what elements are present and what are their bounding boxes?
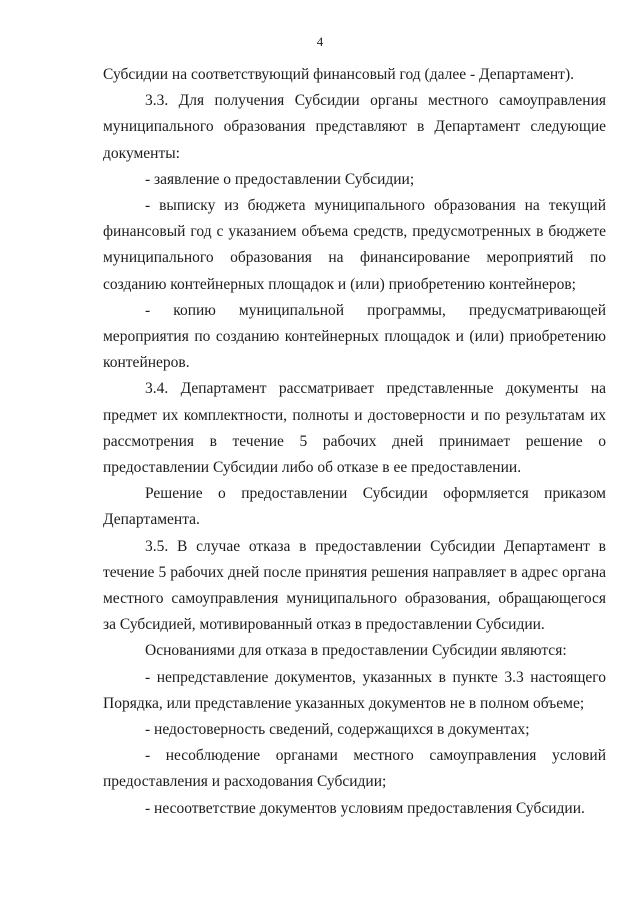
paragraph-subsidy-year: Субсидии на соответствующий финансовый год (далее - Департамент).	[103, 66, 574, 83]
list-item-mismatch: - несоответствие документов условиям предоставления Субсидии.	[145, 799, 585, 817]
list-item-unreliable-info: - недостоверность сведений, содержащихся в документах;	[145, 721, 530, 739]
paragraph-refusal-grounds: Основаниями для отказа в предоставлении Субсидии являются:	[145, 642, 567, 660]
paragraph-3-5: 3.5. В случае отказа в предоставлении Субсидии Департамент в течение 5 рабочих дней после принятия решения направляет в адрес органа местного самоуправления муниципального образования, обращающегося за Субсидией, мотивированный отказ в предоставлении Субсидии.	[103, 537, 606, 634]
paragraph-decision: Решение о предоставлении Субсидии оформляется приказом Департамента.	[103, 485, 606, 529]
paragraph-3-3: 3.3. Для получения Субсидии органы местного самоуправления муниципального образования представляют в Департамент следующие документы:	[103, 92, 606, 162]
list-item-noncompliance: - несоблюдение органами местного самоуправления условий предоставления и расходования Субсидии;	[103, 747, 606, 791]
list-item-budget-extract: - выписку из бюджета муниципального образования на текущий финансовый год с указанием объема средств, предусмотренных в бюджете муниципального образования на финансирование мероприятий по созданию контейнерных площадок и (или) приобретению контейнеров;	[103, 197, 606, 293]
list-item-application: - заявление о предоставлении Субсидии;	[145, 170, 415, 188]
document-body	[103, 62, 606, 822]
paragraph-3-4: 3.4. Департамент рассматривает представленные документы на предмет их комплектности, полноты и достоверности и по результатам их рассмотрения в течение 5 рабочих дней принимает решение о предоставлении Субсидии либо об отказе в ее предоставлении.	[103, 380, 606, 477]
page-number: 4	[316, 34, 324, 49]
list-item-incomplete-docs: - непредставление документов, указанных в пункте 3.3 настоящего Порядка, или представление указанных документов не в полном объеме;	[103, 668, 606, 712]
list-item-program-copy: - копию муниципальной программы, предусматривающей мероприятия по созданию контейнерных площадок и (или) приобретению контейнеров.	[103, 301, 606, 372]
